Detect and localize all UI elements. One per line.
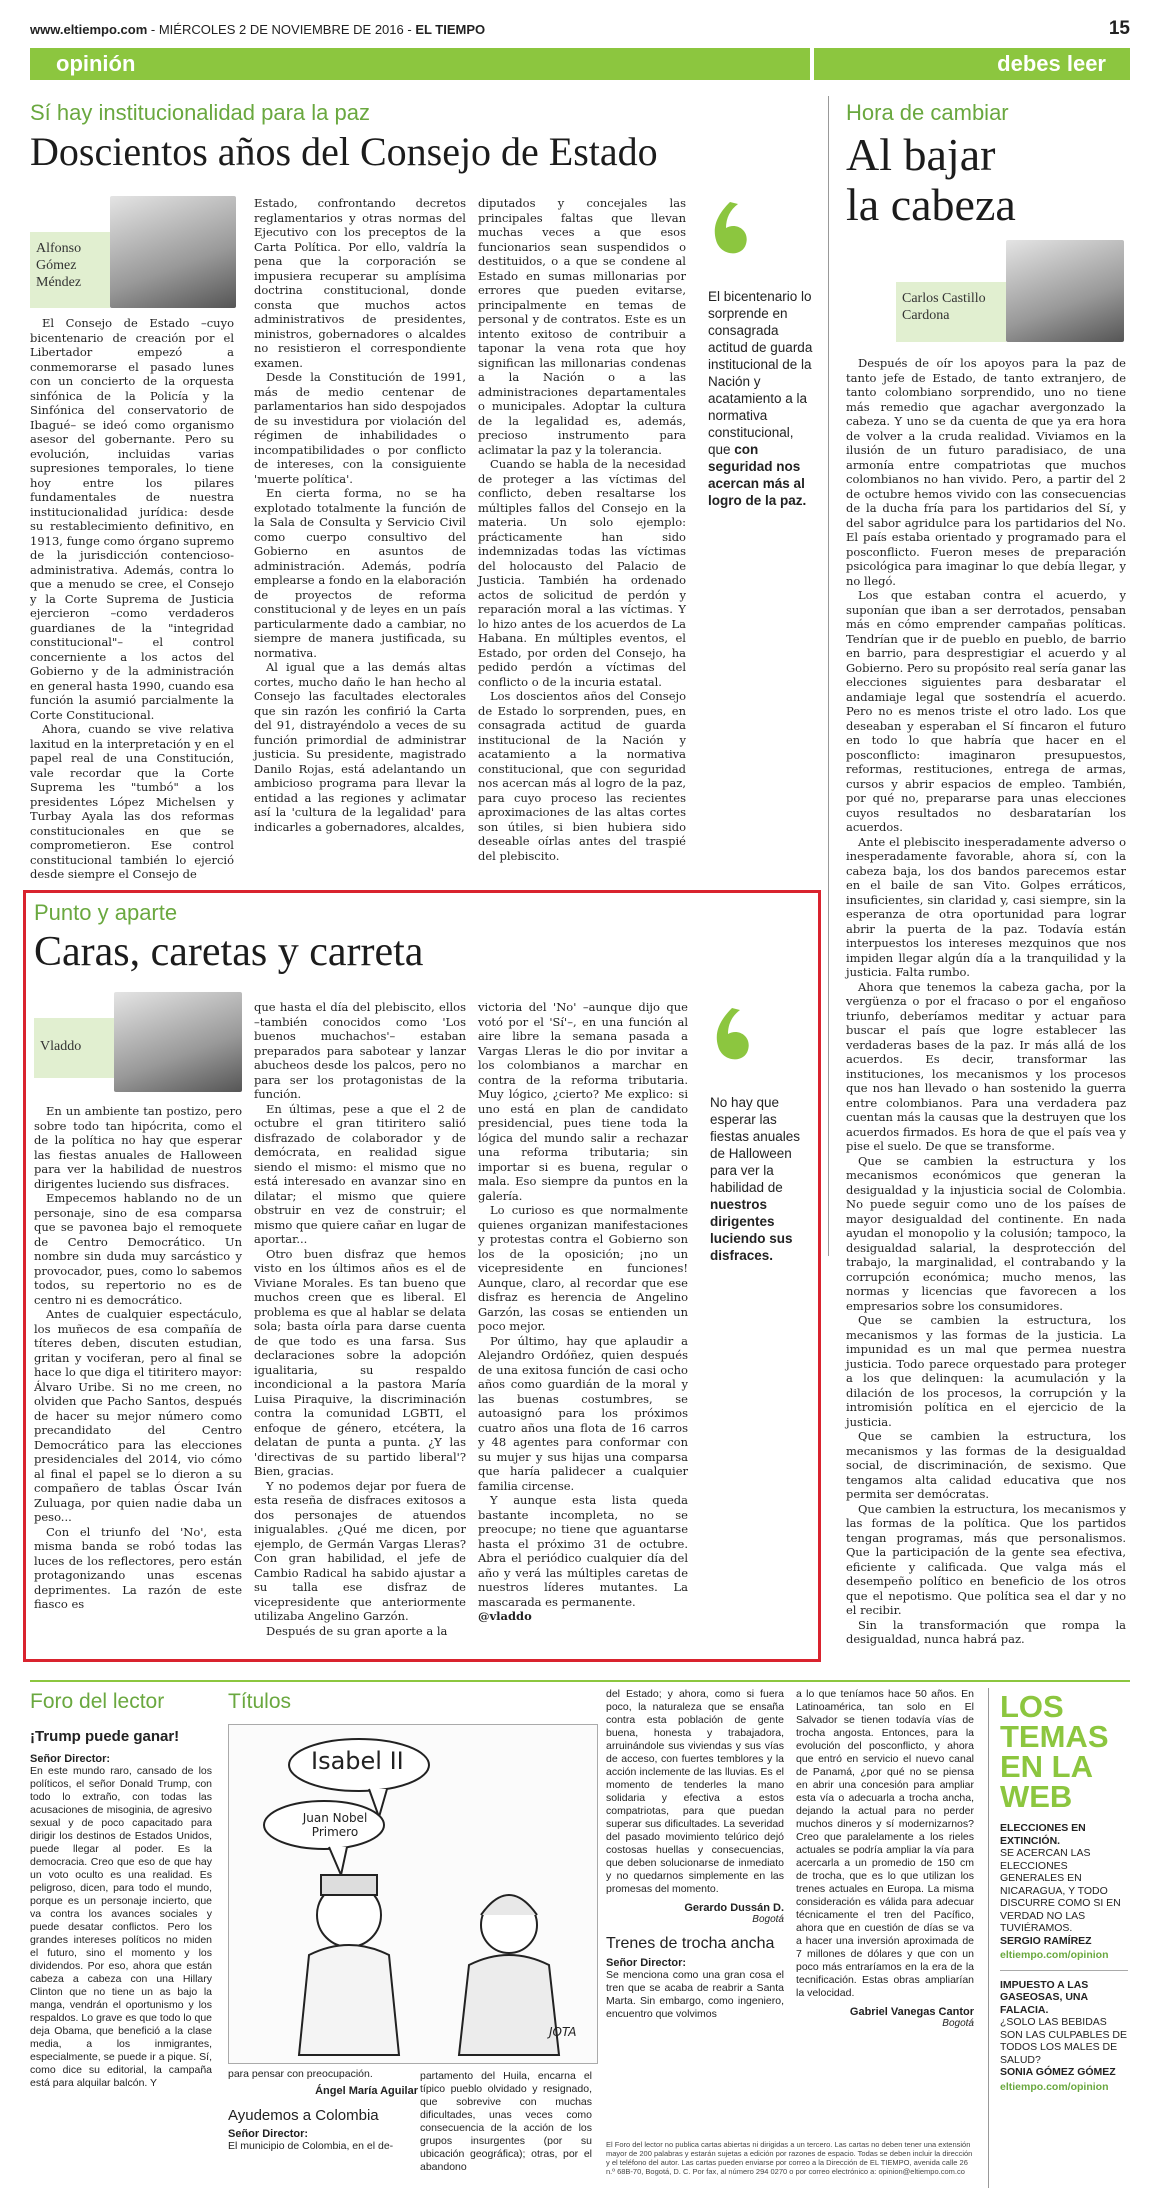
article2-signature[interactable]: @vladdo — [478, 1609, 532, 1623]
caricature — [228, 1724, 598, 2064]
temas-divider — [988, 1688, 989, 2188]
letter-city: Bogotá — [942, 2018, 974, 2029]
paragraph: diputados y concejales las principales faltas que llevan muchas veces a que esos funcionarios sean suspendidos o destituidos, o a que se condene al Estado en sumas millonarias por errores que pueden evitarse, principalmente en temas de personal y de contratos. Este es un intento exitoso de contribuir a taponar la vena rota que hoy significan las millonarias condenas a la Nación o a las administraciones departamentales o municipales. Adoptar la cultura de la legalidad es, además, precioso instrumento para aclimatar la paz y la tolerancia. — [478, 196, 686, 457]
temas-item-2[interactable] — [1000, 1979, 1128, 2094]
article3-kicker: Hora de cambiar — [846, 100, 1009, 125]
paragraph: Los que estaban contra el acuerdo, y suponían que iban a ser derrotados, pensaban más en cómo emprender campañas políticas. Tendrían que ir de pueblo en pueblo, de barrio en barrio, para desprestigiar el acuerdo y al Gobierno. Pero su propósito real sería ganar las elecciones siguientes para desbaratar el andamiaje legal que sostendría el acuerdo. Pero no es menos triste el otro lado. Los que deseaban y esperaban el Sí fincaron el futuro en todo lo que habría que hacer en el posconflicto: imaginaron presupuestos, reformas, restituciones, entrega de armas, cursos y abrir espacios de empleo. También, por qué no, prepararse para unas elecciones cuyos resultados no desbaratarían los acuerdos. — [846, 588, 1126, 834]
foro-fineprint: El Foro del lector no publica cartas abiertas ni dirigidas a un tercero. Las cartas no deben tener una extensión mayor de 200 palabras y estarán sujetas a edición por razones de espacio. Todas se deben incluir la dirección y el teléfono del autor. Las cartas pueden enviarse por correo a la Dirección de EL TIEMPO, avenida calle 26 n.º 68B-70, Bogotá, D. C. Por fax, al número 294 0270 o por correo electrónico a: opinion@eltiempo.com.co — [606, 2140, 973, 2176]
paragraph: Que se cambien la estructura y los mecanismos económicos que generan la desigualdad y la injusticia social de Colombia. No puede seguir como uno de los países de mayor desigualdad del continente. En nada ayudan el monopolio y la colusión; tampoco, la desigualdad salarial, la desprotección del trabajo, la marginalidad, el contrabando y la corrupción económica; mucho menos, las normas y licencias que favorecen a los empresarios sobre los consumidores. — [846, 1153, 1126, 1313]
paragraph: Después de su gran aporte a la — [266, 1623, 448, 1638]
letters-col3 — [796, 1688, 974, 2029]
caricature-drawing — [229, 1725, 597, 2063]
section-label: opinión — [56, 51, 136, 76]
author-photo — [1006, 240, 1124, 342]
letter-city: Bogotá — [752, 1914, 784, 1925]
article2-title: Caras, caretas y carreta — [34, 929, 424, 975]
speech-bubble-2: Juan Nobel Primero — [302, 1811, 368, 1839]
paragraph: Que cambien la estructura, los mecanismos y las formas de la política. Que los partidos tengan programas, más que personalismos. Que la participación de la gente sea efectiva, eficiente y calificada. Que valga más el desempeño político en beneficio de los otros que el nepotismo. Que política sea el dar y no el recibir. — [846, 1501, 1126, 1617]
header-date: MIÉRCOLES 2 DE NOVIEMBRE DE 2016 — [158, 22, 404, 37]
article1-author: Alfonso Gómez Méndez — [36, 241, 82, 290]
paragraph: En últimas, pese a que el 2 de octubre el gran titiritero salió disfrazado de colaborador y de demócrata, en realidad sigue siendo el mismo: el mismo que no está interesado en avanzar sino en dilatar; el mismo que quiere obstruir en vez de construir; el mismo que quiere cañar en lugar de aportar... — [254, 1101, 466, 1246]
temas-list — [1000, 1822, 1128, 2093]
article1-author-box — [30, 232, 110, 308]
author-photo — [110, 196, 236, 308]
letter-text: partamento del Huila, encarna el típico pueblo olvidado y resignado, que sobrevive con muchas dificultades, unas veces como consecuencia de la acción de los grupos insurgentes (por su ubicación geográfica); otras, por el abandono — [420, 2070, 592, 2173]
paragraph: Sin la transformación que rompa la desigualdad, nunca habrá paz. — [846, 1617, 1126, 1646]
paragraph: Ahora que tenemos la cabeza gacha, por la vergüenza o por el fracaso o por el engañoso triunfo, deberíamos meditar y actuar para buscar el país que logre establecer las verdaderas bases de la paz. Ir más allá de los acuerdos. Es decir, transformar las instituciones, los mecanismos y los procesos que nos han llevado o han sostenido la guerra entre colombianos. Para una verdadera paz cuentan más la causas que la destruyen que los acuerdos firmados. Es hora de que el país vea y pise el suelo. De que se transforme. — [846, 979, 1126, 1153]
foro-salutation: Señor Director: — [30, 1753, 111, 1765]
article3-title-line2: la cabeza — [846, 179, 1016, 230]
temas-item-link[interactable]: eltiempo.com/opinion — [1000, 1949, 1109, 1961]
foro-text: En este mundo raro, cansado de los políticos, el señor Donald Trump, con todo lo extraño, con todas las acusaciones de misoginia, de agresivo sexual y de poco capacitado para dirigir los destinos de Estados Unidos, puede llegar al poder. Es la democracia. Creo que eso de que hay un voto oculto es una realidad. Es peligroso, dicen, para todo el mundo, porque es un personaje incierto, que va contra los avances sociales y puede desatar conflictos. Pero los grandes intereses políticos no miden el futuro, sino el momento y los dividendos. Por eso, ahora que están cabeza a cabeza con una Hillary Clinton que no tiene un as bajo la manga, vendrán el oportunismo y los respaldos. Lo grave es que todo lo que deja Obama, que benefició a la clase media, a los inmigrantes, especialmente, se puede ir a pique. Sí, como dice su editorial, la campaña está para alquilar balcón. Y — [30, 1765, 212, 2089]
article2-col3 — [478, 1000, 688, 1624]
article1-kicker: Sí hay institucionalidad para la paz — [30, 100, 370, 125]
article3-author-box — [896, 282, 1006, 342]
page-header: www.eltiempo.com - MIÉRCOLES 2 DE NOVIEMBRE DE 2016 - EL TIEMPO 15 — [30, 18, 1130, 39]
trenes-title: Trenes de trocha ancha — [606, 1935, 775, 1952]
letter-text: El municipio de Colombia, en el de- — [228, 2140, 394, 2152]
caption-author: Ángel María Aguilar — [315, 2085, 418, 2097]
pullquote-text: El bicentenario lo sorprende en consagrada actitud de guarda institucional de la Nación y acatamiento a la normativa constitucional, que — [708, 289, 813, 457]
article2-col1 — [34, 1104, 242, 1612]
foro-title: Foro del lector — [30, 1690, 165, 1713]
bottom-divider — [30, 1680, 1130, 1682]
paragraph: Antes de cualquier espectáculo, los muñecos de esa compañía de títeres deben, discuten estudian, gritan y vociferan, pero al final se hace lo que diga el titiritero mayor: Álvaro Uribe. Si no me creen, no olviden que Pacho Santos, después de hacer su mejor número como precandidato del Centro Democrático para las elecciones presidenciales del 2014, vio cómo al final el papel se lo dieron a su compañero de tablas Óscar Iván Zuluaga, por quien nadie daba un peso... — [34, 1307, 242, 1524]
foro-column — [30, 1728, 212, 2090]
titulos-letter — [228, 2068, 418, 2153]
temas-item-title: IMPUESTO A LAS GASEOSAS, UNA FALACIA. — [1000, 1978, 1089, 2016]
temas-item-body: SE ACERCAN LAS ELECCIONES GENERALES EN NICARAGUA, Y TODO DISCURRE COMO SI EN VERDAD NO LAS TUVIÉRAMOS. — [1000, 1847, 1121, 1934]
letters-col2 — [606, 1688, 784, 2021]
paragraph: En un ambiente tan postizo, pero sobre todo tan hipócrita, como el de la política no hay que esperar las fiestas anuales de Halloween para ver la habilidad de nuestros dirigentes luciendo sus disfraces. — [34, 1104, 242, 1191]
article3-body — [846, 356, 1126, 1647]
paragraph: Empecemos hablando no de un personaje, sino de esa comparsa que se pavonea bajo el remoquete de Centro Democrático. Un nombre sin duda muy sarcástico y provocador, pues, como lo sabemos todos, su repertorio no es de centro ni es democrático. — [34, 1191, 242, 1307]
header-paper: EL TIEMPO — [415, 22, 486, 37]
caption-end: para pensar con preocupación. — [228, 2068, 373, 2080]
temas-item-body: ¿SOLO LAS BEBIDAS SON LAS CULPABLES DE TODOS LOS MALES DE SALUD? — [1000, 2016, 1128, 2066]
trenes-salutation: Señor Director: — [606, 1957, 687, 1969]
paragraph: Y aunque esta lista queda bastante incompleta, no se preocupe; no tiene que aguantarse hasta el próximo 31 de octubre. Abra el periódico cualquier día del año y verá las múltiples caretas de nuestros líderes mutantes. La mascarada es permanente. — [478, 1493, 688, 1609]
paragraph: Por último, hay que aplaudir a Alejandro Ordóñez, quien después de una exitosa función de casi ocho años como guardián de la moral y las buenas costumbres, se autoasignó para los próximos cuatro años una flota de 16 carros y 48 agentes para conformar con su mujer y sus hijas una comparsa que haría palidecer a cualquier familia circense. — [478, 1333, 688, 1493]
section-bar-opinion — [30, 48, 810, 80]
site-url[interactable]: www.eltiempo.com — [30, 22, 148, 37]
paragraph: Cuando se habla de la necesidad de proteger a las víctimas del conflicto, deben resaltarse los múltiples fallos del Consejo en la materia. Un solo ejemplo: prácticamente han sido indemnizadas todas las víctimas del holocausto del Palacio de Justicia. También ha ordenado actos de solicitud de perdón y reparación moral a las víctimas. Y lo hizo antes de los acuerdos de La Habana. En múltiples eventos, el Estado, por orden del Consejo, ha pedido perdón a víctimas del conflicto o de la incuria estatal. — [478, 457, 686, 689]
article1-col3 — [478, 196, 686, 863]
letters-col1 — [420, 2070, 592, 2174]
letter-text: del Estado; y ahora, como si fuera poco, la naturaleza que se ensaña contra esta población de gente buena, honesta y trabajadora, arruinándole sus viviendas y sus vías de acceso, con fuertes temblores y la acción inclemente de las lluvias. Es el momento de tenderles la mano solidaria y efectiva a estos compatriotas, para que puedan superar sus dificultades. La severidad del pasado movimiento telúrico dejó costosas huellas y consecuencias, que deben solucionarse de inmediato y no quedarnos simplemente en las promesas del momento. — [606, 1688, 784, 1895]
article2-author-box — [34, 1018, 114, 1078]
article2-col2 — [254, 1000, 466, 1638]
paragraph: que hasta el día del plebiscito, ellos –también conocidos como 'Los buenos muchachos'– estaban preparados para sabotear y lanzar abucheos desde los palcos, pero no para ser los protagonistas de la función. — [254, 1000, 466, 1101]
temas-separator — [1000, 1970, 1128, 1971]
speech-bubble-1: Isabel II — [311, 1747, 404, 1775]
paragraph: El Consejo de Estado –cuyo bicentenario de creación por el Libertador empezó a conmemorarse el pasado lunes con un concierto de la orquesta sinfónica de la Policía y la Sinfónica del conservatorio de Ibagué– se ideó como organismo asesor del gobernante. Pero su evolución, incluidas varias supresiones temporales, lo tiene hoy entre los pilares fundamentales de nuestra institucionalidad jurídica: desde su restablecimiento definitivo, en 1913, funge como órgano supremo de la jurisdicción contencioso-administrativa. Además, contra lo que a menudo se cree, el Consejo y la Corte Suprema de Justicia ejercieron –como verdaderos guardianes de la "integridad constitucional"– el control concerniente a los actos del Gobierno y de la administración en general hasta 1990, cuando esa función la asumió parcialmente la Corte Constitucional. — [30, 316, 234, 722]
paragraph: Desde la Constitución de 1991, más de medio centenar de parlamentarios han sido despojados de su investidura por violación del régimen de inhabilidades o incompatibilidades o por conflicto de intereses, con la consiguiente 'muerte política'. — [254, 370, 466, 486]
article1-col2 — [254, 196, 466, 834]
article1-col1 — [30, 316, 234, 882]
paragraph: Lo curioso es que normalmente quienes organizan manifestaciones y protestas contra el Gobierno son los de la oposición; ¡no un vicepresidente en funciones! Aunque, claro, al recordar que ese disfraz es herencia de Angelino Garzón, las cosas se entienden un poco mejor. — [478, 1203, 688, 1333]
article3-title-line1: Al bajar — [846, 129, 996, 180]
paragraph: Y no podemos dejar por fuera de esta reseña de disfraces exitosos a dos personajes de atuendos inigualables. ¿Qué me dicen, por ejemplo, de Germán Vargas Lleras? Con gran habilidad, el jefe de Cambio Radical ha sabido ajustar a su talla ese disfraz de vicepresidente que anteriormente utilizaba Angelino Garzón. — [254, 1478, 466, 1623]
titulos-title: Títulos — [228, 1690, 292, 1713]
article2-pullquote — [710, 1006, 814, 1264]
paragraph: En cierta forma, no se ha explotado totalmente la función de la Sala de Consulta y Servicio Civil como cuerpo consultivo del Gobierno en asuntos de administración. Además, podría emplearse a fondo en la elaboración de proyectos de reforma constitucional y de leyes en un país particularmente dado a cambiar, no siempre de manera justificada, su normativa. — [254, 486, 466, 660]
article3-title — [846, 130, 1016, 230]
paragraph: Que se cambien la estructura, los mecanismos y las formas de la desigualdad social, de discriminación, de sexismo. Que tengamos alta calidad educativa que nos permita ser demócratas. — [846, 1429, 1126, 1501]
article1-title: Doscientos años del Consejo de Estado — [30, 129, 658, 174]
paragraph: Con el triunfo del 'No', esta misma banda se robó todas las luces de los reflectores, pero están protagonizando unas escenas deprimentes. La razón de este fiasco es — [34, 1524, 242, 1611]
temas-title: LOS TEMAS EN LA WEB — [1000, 1689, 1109, 1814]
page-number: 15 — [1108, 18, 1130, 39]
letter-author: Gabriel Vanegas Cantor — [849, 2006, 974, 2018]
foro-subtitle: ¡Trump puede ganar! — [30, 1728, 180, 1745]
paragraph: Que se cambien la estructura, los mecanismos y las formas de la justicia. La impunidad es un mal que permea nuestra justicia. Todo parece orquestado para proteger a los que delinquen: la acumulación y la dilación de los procesos, la corrupción y la intromisión política en el ejercicio de la justicia. — [846, 1313, 1126, 1429]
cartoonist-signature: JOTA — [549, 2025, 577, 2039]
paragraph: Los doscientos años del Consejo de Estado lo sorprenden, pues, en consagrada actitud de guarda institucional de la Nación y acatamiento a la normativa constitucional, que con seguridad nos acercan más al logro de la paz, para cuyo proceso las recientes aproximaciones de las altas cortes son útiles, si bien hubiera sido deseable oírlas antes del traspié del plebiscito. — [478, 689, 686, 863]
letter-author: Gerardo Dussán D. — [684, 1902, 784, 1914]
article1-pullquote — [708, 200, 816, 509]
paragraph: Otro buen disfraz que hemos visto en los últimos años es el de Viviane Morales. Es tan bueno que muchos creen que es liberal. El problema es que al hablar se delata sola; basta oírla para darse cuenta de que todo es una farsa. Sus declaraciones sobre la adopción igualitaria, su respaldo incondicional a la pastora María Luisa Piraquive, la discriminación contra la comunidad LGBTI, el enfoque de género, etcétera, la delatan de punta a punta. ¿Y las 'directivas de su partido liberal'? Bien, gracias. — [254, 1246, 466, 1478]
section-bar-debes-leer — [814, 48, 1130, 80]
article2-author: Vladdo — [40, 1039, 82, 1054]
quote-icon — [710, 1006, 754, 1066]
temas-item-author: SONIA GÓMEZ GÓMEZ — [1000, 2066, 1116, 2078]
temas-item-1[interactable] — [1000, 1822, 1128, 1962]
column-divider — [828, 96, 829, 1256]
paragraph: Ante el plebiscito inesperadamente adverso o inesperadamente favorable, ahora sí, con la cabeza baja, los dos bandos parecemos estar en el baile de san Vito. Golpes erráticos, insuficientes, sin claridad y, casi siempre, sin la esperanza de otra oportunidad para lograr abrir la puerta de la paz. Todavía están interpuestos los intereses mezquinos que nos impiden llegar algún día a la tranquilidad y la justicia. Falta rumbo. — [846, 834, 1126, 979]
paragraph: Al igual que a las demás altas cortes, mucho daño le han hecho al Consejo las facultades electorales que sin razón les confirió la Carta del 91, distrayéndolo a veces de su función primordial de administrar justicia. Su presidente, magistrado Danilo Rojas, está adelantando un ambicioso programa para llevar la entidad a las regiones y aclimatar así la 'cultura de la legalidad' para indicarles a gobernadores, alcaldes, — [254, 660, 466, 834]
pullquote-text: No hay que esperar las fiestas anuales de Halloween para ver la habilidad de — [710, 1095, 801, 1195]
letter-subhead: Ayudemos a Colombia — [228, 2107, 379, 2124]
quote-icon — [708, 200, 752, 260]
paragraph: Ahora, cuando se vive relativa laxitud en la interpretación y en el papel real de una Constitución, vale recordar que la Corte Suprema les "tumbó" a los presidentes López Michelsen y Turbay Ayala las dos reformas constitucionales en que se comprometieron. Ese control constitucional también lo ejerció desde siempre el Consejo de — [30, 722, 234, 881]
paragraph: Después de oír los apoyos para la paz de tanto jefe de Estado, de tanto extranjero, de tanto colombiano sorprendido, uno no tiene más remedio que agachar avergonzado la cabeza. Y uno se da cuenta de que ya era hora de volver a la cruda realidad. Viviamos en la ilusión de un futuro paradisiaco, de una armonía entre compatriotas que muchos colombianos no han vivido. Pero, a partir del 2 de octubre hemos vivido con las consecuencias de la ducha fría para los partidarios del Sí, y del sabor agridulce para los partidarios del No. El país estaba orientado y programado para el posconflicto. Fueron meses de preparación psicológica para imaginar lo que debía llegar, y no llegó. — [846, 356, 1126, 588]
article3-author: Carlos Castillo Cardona — [902, 291, 986, 323]
temas-item-author: SERGIO RAMÍREZ — [1000, 1934, 1092, 1947]
temas-item-title: ELECCIONES EN EXTINCIÓN. — [1000, 1822, 1086, 1847]
section-label-right: debes leer — [997, 51, 1106, 76]
letter-text: Se menciona como una gran cosa el tren que se acaba de reabrir a Santa Marta. Sin embargo, como ingeniero, encuentro que volvimos — [606, 1969, 784, 2020]
pullquote-bold: nuestros dirigentes luciendo sus disfraces. — [710, 1197, 793, 1263]
pullquote-bold: con seguridad nos acercan más al logro de la paz. — [708, 442, 807, 508]
article2-kicker: Punto y aparte — [34, 900, 178, 925]
letter-salutation: Señor Director: — [228, 2128, 309, 2140]
paragraph: victoria del 'No' –aunque dijo que votó por el 'Sí'–, en una función al aire libre la semana pasada a Vargas Lleras le dio por invitar a los colombianos a marchar en contra de la reforma tributaria. Muy lógico, ¿cierto? Me explico: si uno está en plan de candidato presidencial, pues tiene toda la lógica del mundo salir a rechazar una reforma tributaria; sin importar si es buena, regular o mala. Eso siempre da puntos en la galería. — [478, 1000, 688, 1203]
author-photo — [114, 992, 242, 1092]
paragraph: Estado, confrontando decretos reglamentarios y otras normas del Ejecutivo con los preceptos de la Carta Política. Por ello, valdría la pena que la corporación se impusiera recuperar su amplísima doctrina constitucional, donde consta que muchos actos administrativos de presidentes, ministros, gobernadores o alcaldes no resistieron el correspondiente examen. — [254, 196, 466, 370]
letter-text: a lo que teníamos hace 50 años. En Latinoamérica, tan solo en El Salvador se tienen todavía vías de trocha angosta. Entonces, para la evolución del posconflicto, y ahora que entró en servicio el nuevo canal de Panamá, ¿por qué no se piensa en abrir una concesión para ampliar esta vía o adecuarla a trocha ancha, dejando la actual para no perder muchos dineros y sí modernizarnos? Creo que paralelamente a los rieles actuales se podría ampliar la vía para acercarla a un promedio de 150 cm de trocha, que es lo que utilizan los trenes actuales en Europa. La misma consideración es válida para adecuar técnicamente el tren del Pacífico, ahora que en cuestión de días se va a hacer una inversión aproximada de 7 millones de dólares y que con un poco más entraríamos en la era de la tecnificación. Estas obras ampliarían la velocidad. — [796, 1688, 974, 1999]
temas-item-link[interactable]: eltiempo.com/opinion — [1000, 2080, 1109, 2093]
